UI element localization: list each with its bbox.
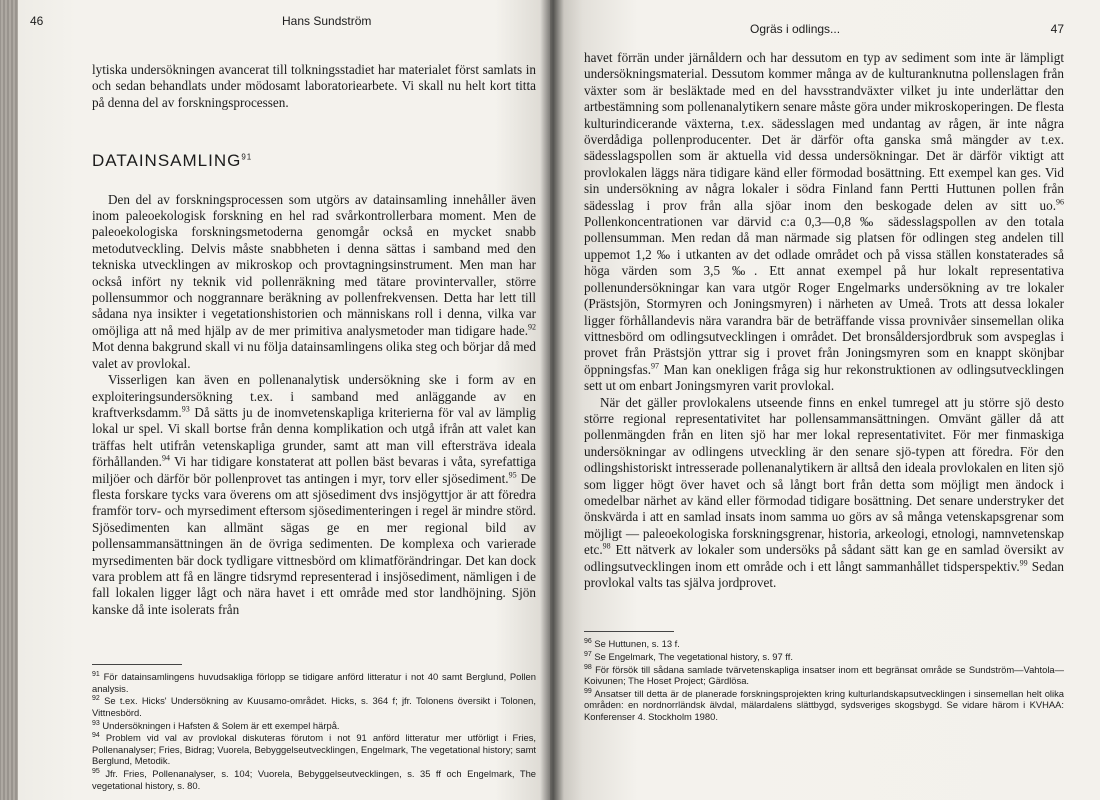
paragraph-text: Då sätts ju de inomvetenskapliga kriterierna för val av lämplig lokal ur spel. Vi skall bortse från denna komplikation och utgå ifrån att valet kan träffas helt utifrån vetenskapliga grunder, samt att man vill eftersträva ideala förhållanden. bbox=[92, 404, 536, 470]
section-heading-text: DATAINSAMLING bbox=[92, 151, 242, 171]
paragraph-text: De flesta forskare tycks vara överens om att sjösediment dvs insjögyttjor är att föredra framför torv- och myrsediment eftersom sjösedimenteringen i regel är mindre störd. Sjösedimenten kan allmänt sägas ge en mer regional bild av pollensammansättningen än de övriga sedimenten. De komplexa och varierade myrsedimenten bär dock tydligare vittnesbörd om klimatförändringar. Det kan dock vara problem att få en längre tidsrymd representerad i insjösediment, nämligen i de fall lokalen ligger lågt och nära havet i ett område med stor landhöjning. Sjön kanske då inte isolerats från bbox=[92, 470, 536, 617]
intro-paragraph: lytiska undersökningen avancerat till tolkningsstadiet har materialet först samlats in och sedan behandlats under mödosamt laboratoriearbete. Vi skall nu helt kort titta på denna del av forskningsprocessen. bbox=[92, 62, 536, 110]
running-head-title: Ogräs i odlings... bbox=[750, 22, 841, 36]
page-number: 47 bbox=[1050, 22, 1064, 36]
paragraph bbox=[584, 50, 1064, 395]
footnote-divider bbox=[92, 664, 182, 665]
paragraph-text: Man kan onekligen fråga sig hur rekonstruktionen av odlingsutvecklingen sett ut om enbart Joningsmyren varit provlokal. bbox=[584, 361, 1064, 394]
footnote-text: Problem vid val av provlokal diskuteras förutom i not 91 anförd litteratur mer utförligt i Fries, Pollenanalyser; Fries, Bidrag; Vuorela, Bebyggelseutvecklingen, Engelmark, The vegetational history; samt Berglund, Metodik. bbox=[92, 732, 536, 767]
footnote-text: Se t.ex. Hicks' Undersökning av Kuusamo-området. Hicks, s. 364 f; jfr. Tolonens översikt i Tolonen, Vittnesbörd. bbox=[92, 695, 537, 718]
footnote-number: 96 bbox=[584, 638, 592, 646]
book-gutter bbox=[540, 0, 564, 800]
running-head-author: Hans Sundström bbox=[282, 14, 372, 28]
footnote bbox=[92, 695, 536, 718]
paragraph-text: Ett nätverk av lokaler som undersöks på sådant sätt kan ge en samlad översikt av odlingsutvecklingen inom ett område och i ett långt sammanhållet tidsperspektiv. bbox=[584, 542, 1064, 574]
footnote-ref: 95 bbox=[508, 470, 517, 480]
paragraph-text: När det gäller provlokalens utseende finns en enkel tumregel att ju större sjö desto större regional representativitet har pollensammansättningen. Omvänt gäller då att pollenmängden från en liten sjö har mer lokal representativitet. För mer finmaskiga undersökningar av odlingens utveckling är den senare sjö-typen att föredra. För den odlingshistoriskt intresserade pollenanalytikern är alltså den ideala provlokalen en liten sjö som ligger högt över havet och så långt bort från detta som möjligt men ändock i omedelbar närhet av känd eller förmodad tidigare bosättning. Det senare understryker det önskvärda i att en samlad insats inom samma uo görs av så många vetenskapsgrenar som möjligt — paleoekologiska forskningsgrenar, historia, arkeologi, etnologi, namnvetenskap etc. bbox=[584, 394, 1064, 558]
footnote bbox=[92, 720, 536, 732]
paragraph-text: Pollenkoncentrationen var därvid c:a 0,3—0,8 ‰ sädesslagspollen av den totala pollensumman. Men redan då man närmade sig platsen för odlingen steg andelen till uppemot 1,2 ‰ i utkanten av det odlade området och på vissa ställen konstaterades så höga värden som 3,5 ‰. Ett annat exempel på hur lokalt representativa pollenundersökningar kan vara utgör Roger Engelmarks undersökning av tre lokaler (Prästsjön, Stormyren och Joningsmyren) i närheten av Umeå. Trots att dessa lokaler ligger förhållandevis nära varandra bär de beträffande vissa provnivåer sinsemellan olika vittnesbörd om odlingsutvecklingen i området. Det bronsåldersjordbruk som avspeglas i provet från Prästsjön yttrar sig i provet från Joningsmyren som en knappt skönjbar öppningsfas. bbox=[584, 214, 1064, 377]
paragraph bbox=[92, 192, 536, 372]
right-footnotes bbox=[584, 638, 1064, 722]
footnote-number: 97 bbox=[584, 650, 592, 658]
footnote-ref: 93 bbox=[181, 404, 190, 414]
footnote bbox=[92, 768, 536, 791]
paragraph bbox=[584, 395, 1064, 592]
footnote-text: Undersökningen i Hafsten & Solem är ett exempel härpå. bbox=[102, 719, 340, 731]
footnote-ref: 98 bbox=[602, 541, 611, 551]
footnote bbox=[584, 688, 1064, 723]
paragraph-text: Visserligen kan även en pollenanalytisk undersökning ske i form av en exploiteringsundersökning t.ex. i samband med anläggande av en kraftverksdamm. bbox=[92, 372, 536, 420]
footnote-ref: 99 bbox=[1019, 558, 1028, 568]
footnote-text: Jfr. Fries, Pollenanalyser, s. 104; Vuorela, Bebyggelseutvecklingen, s. 35 ff och Engelmark, The vegetational history, s. 80. bbox=[92, 767, 536, 791]
paragraph-text: havet förrän under järnåldern och har dessutom en typ av sediment som inte är lämpligt undersökningsmaterial. Dessutom kommer många av de kulturanknutna pollenslagen från växter som är besläktade med en del havsstrandväxter vilket ju inte underlättar den artbestämning som pollenanalytikern senare måste göra under mikroskoperingen. De flesta kulturindicerande växterna, t.ex. sädesslagen med undantag av rågen, är inte några överdådiga pollenproducenter. Det är därför ofta ganska små mängder av t.ex. sädesslagspollen som är aktuella vid dessa undersökningar. Det är därför viktigt att provlokalen läggs nära tidigare känd eller förmodad bosättning. Ett exempel kan ges. Vid sin undersökning av några lokaler i södra Finland fann Pertti Huttunen pollen från sädesslag i prov från alla sjöar inom den beskogade delen av sitt uo. bbox=[584, 50, 1064, 213]
page-number: 46 bbox=[30, 14, 44, 28]
footnote-number: 91 bbox=[92, 671, 100, 679]
right-running-header bbox=[584, 18, 1064, 40]
footnote bbox=[584, 651, 1064, 663]
paragraph-text: Den del av forskningsprocessen som utgörs av datainsamling innehåller även inom paleoekologisk forskning en hel rad svårkontrollerbara moment. Men de paleoekologiska forskningsmetoderna genomgår också en mycket snabb metodutveckling. Delvis måste snabbheten i denna sättas i samband med den tekniska utvecklingen av mikroskop och provtagningsinstrument. Men man har också infört ny teknik vid pollenräkning med tätare provintervaller, större pollensummor och noggrannare beräkning av pollenfrekvensen. Detta har lett till sådana nya insikter i vegetationshistorien och människans roll i denna, vilka var omöjliga att nå med hjälp av de mer primitiva analysmetoder man tidigare hade. bbox=[92, 191, 536, 338]
footnote bbox=[92, 671, 536, 694]
footnote-number: 94 bbox=[92, 732, 100, 740]
paragraph-text: Sedan provlokal valts tas själva jordprovet. bbox=[584, 558, 1065, 590]
paragraph-text: Vi har tidigare konstaterat att pollen bäst bevaras i våta, syrefattiga miljöer och därför bör pollenprovet tas antingen i myr, torv eller sjösediment. bbox=[92, 454, 536, 486]
footnote-text: Ansatser till detta är de planerade forskningsprojekten kring kulturlandskapsutvecklingen i sinsemellan helt olika områden: en nordnorrländsk älvdal, mälardalens slättbygd, sydsveriges skogsbygd. Se vidare härom i KVHAA: Konferenser 4. Stockholm 1980. bbox=[584, 687, 1064, 722]
footnote-number: 98 bbox=[584, 663, 592, 671]
footnote-text: För försök till sådana samlade tvärvetenskapliga insatser inom ett begränsat område se Sundström—Vahtola—Koivunen; The Hoset Project; Gärdlösa. bbox=[584, 663, 1065, 687]
footnote-number: 99 bbox=[584, 687, 592, 695]
footnote-ref: 97 bbox=[651, 361, 660, 371]
footnote-ref: 96 bbox=[1056, 197, 1064, 207]
footnote-text: För datainsamlingens huvudsakliga förlopp se tidigare anförd litteratur i not 40 samt Berglund, Pollen analysis. bbox=[92, 671, 536, 694]
footnote-number: 92 bbox=[92, 695, 100, 703]
footnote-ref: 94 bbox=[161, 453, 170, 463]
right-body-text bbox=[584, 50, 1064, 591]
footnote-ref: 92 bbox=[528, 322, 536, 332]
footnote-text: Se Engelmark, The vegetational history, s. 97 ff. bbox=[594, 651, 793, 662]
section-heading bbox=[92, 153, 536, 169]
paragraph bbox=[92, 372, 536, 618]
footnote-divider bbox=[584, 631, 674, 632]
left-running-header bbox=[30, 14, 536, 36]
footnote-text: Se Huttunen, s. 13 f. bbox=[594, 638, 680, 650]
right-page bbox=[550, 0, 1100, 800]
footnote-ref: 91 bbox=[241, 152, 253, 162]
left-body-text bbox=[92, 62, 536, 618]
footnote bbox=[584, 664, 1064, 687]
footnote-number: 93 bbox=[92, 719, 100, 727]
paragraph-text: Mot denna bakgrund skall vi nu följa datainsamlingens olika steg och börjar då med valet av provlokal. bbox=[92, 339, 536, 371]
footnote bbox=[92, 732, 536, 767]
footnote bbox=[584, 638, 1064, 650]
page-stack-edge bbox=[0, 0, 18, 800]
footnote-number: 95 bbox=[92, 767, 100, 775]
left-footnotes bbox=[92, 671, 536, 791]
